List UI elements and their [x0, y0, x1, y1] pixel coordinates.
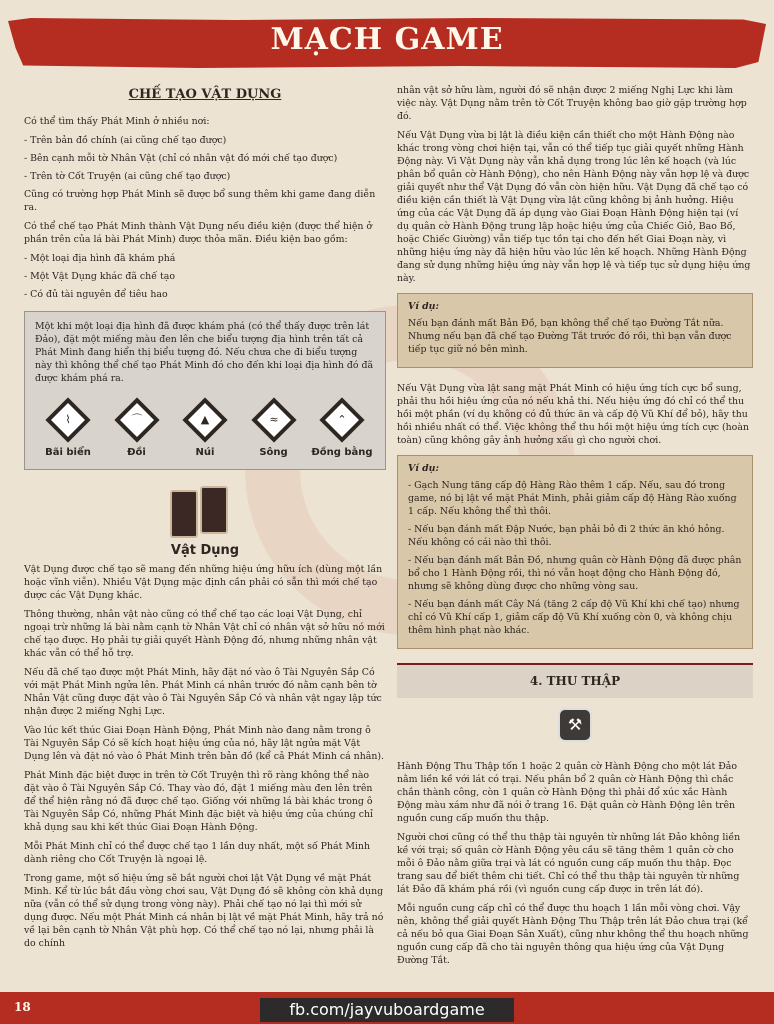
gather-icon: ⚒	[558, 708, 592, 742]
list-item: - Trên bản đồ chính (ai cũng chế tạo được)	[24, 135, 227, 146]
terrain-label: Đồng bằng	[311, 447, 373, 458]
example-label: Ví dụ:	[408, 463, 439, 474]
page-number: 18	[14, 1000, 31, 1014]
paragraph: Mỗi Phát Minh chỉ có thể được chế tạo 1 lần duy nhất, một số Phát Minh dành riêng cho Cốt Truyện là ngoại lệ.	[24, 841, 371, 865]
paragraph: Có thể tìm thấy Phát Minh ở nhiều nơi:	[24, 116, 210, 127]
invention-card-icon	[170, 490, 198, 538]
paragraph: Nếu Vật Dụng vừa lật sang mặt Phát Minh có hiệu ứng tích cực bổ sung, phải thu hồi hiệu ứng của nó nếu khả thi. Nếu hiệu ứng đó chỉ có thể thu hồi một phần (ví dụ không có đủ thức ăn và cấp độ Vũ Khí để bỏ), hãy thu hồi nhiều nhất có thể. Việc không thể thu hồi một hiệu ứng tích cực (hoàn toàn) cũng không gây ảnh hưởng xấu gì cho người chơi.	[397, 383, 749, 446]
places-list	[24, 134, 386, 183]
list-item: - Có đủ tài nguyên để tiêu hao	[24, 289, 168, 300]
beach-icon: ⌇	[45, 397, 90, 442]
terrain-plains	[311, 399, 373, 459]
terrain-beach	[37, 399, 99, 459]
conditions-list	[24, 252, 386, 301]
terrain-label: Bãi biển	[45, 447, 91, 458]
item-card-icon	[200, 486, 228, 534]
paragraph: Vào lúc kết thúc Giai Đoạn Hành Động, Phát Minh nào đang nằm trong ô Tài Nguyên Sắp Có sẽ kích hoạt hiệu ứng của nó, hãy lật ngửa mặt Vật Dụng lên và đặt nó vào ô Phát Minh trên bản đồ (kể cả Phát Minh cá nhân).	[24, 725, 385, 762]
item-label: Vật Dụng	[170, 543, 240, 558]
terrain-icons-row	[35, 399, 375, 459]
section-heading-crafting: CHẾ TẠO VẬT DỤNG	[128, 87, 282, 102]
river-icon: ≈	[251, 397, 296, 442]
paragraph: Nếu đã chế tạo được một Phát Minh, hãy đặt nó vào ô Tài Nguyên Sắp Có với mặt Phát Minh ngửa lên. Phát Minh cá nhân trước đó nằm cạnh bên tờ Nhân Vật cũng được đặt vào ô Tài Nguyên Sắp Có và nhân vật ngay lập tức nhận được 2 miếng Nghị Lực.	[24, 667, 382, 717]
list-item: - Bên cạnh mỗi tờ Nhân Vật (chỉ có nhân vật đó mới chế tạo được)	[24, 153, 338, 164]
section-heading-gather: 4. THU THẬP	[397, 665, 753, 698]
paragraph: Nếu Vật Dụng vừa bị lật là điều kiện cần thiết cho một Hành Động nào khác trong vòng chơi hiện tại, vẫn có thể tiếp tục giải quyết những Hành Động này. Vì Vật Dụng này vẫn khả dụng trong lúc lên kế hoạch (và lúc phân bổ quân cờ Hành Động), cho nên Hành Động này vẫn hợp lệ và được giải quyết như thể Vật Dụng đó vẫn còn hiện hữu. Vật Dụng đã chế tạo có điều kiện cần thiết là Vật Dụng vừa lật cũng không bị ảnh hưởng. Hiệu ứng của các Vật Dụng đã áp dụng vào Giai Đoạn Hành Động hiện tại (ví dụ quân cờ Hành Động trung lập hoặc hiệu ứng của Chiếc Giỏ, Bao Bố, hoặc Chiếc Giường) vẫn tiếp tục tồn tại cho đến hết Giai Đoạn này, vì những hiệu ứng này đã hiện hữu vào lúc lên kế hoạch. Những Hành Động đang sử dụng những hiệu ứng này vẫn hợp lệ và tiếp tục sử dụng hiệu ứng này.	[397, 130, 751, 284]
paragraph: Có thể chế tạo Phát Minh thành Vật Dụng nếu điều kiện (được thể hiện ở phần trên của lá bài Phát Minh) được thỏa mãn. Điều kiện bao gồm:	[24, 221, 373, 245]
box-text: Một khi một loại địa hình đã được khám phá (có thể thấy được trên lát Đảo), đặt một miếng màu đen lên che biểu tượng địa hình trên tất cả Phát Minh đang hiển thị biểu tượng đó. Nếu chưa che đi biểu tượng này thì không thể chế tạo Phát Minh đó cho đến khi loại địa hình đó đã được khám phá ra.	[35, 321, 374, 384]
paragraph: Hành Động Thu Thập tốn 1 hoặc 2 quân cờ Hành Động cho một lát Đảo nằm liền kề với lát có trại. Nếu phân bổ 2 quân cờ Hành Động thì chắc chắn thành công, còn 1 quân cờ Hành Động thì phải đổ xúc xắc Hành Động màu xám như đã nói ở trang 16. Đặt quân cờ Hành Động lên trên nguồn cung cấp muốn thu thập.	[397, 761, 738, 824]
terrain-mountain	[174, 399, 236, 459]
example-label: Ví dụ:	[408, 301, 439, 312]
example-item: - Gạch Nung tăng cấp độ Hàng Rào thêm 1 cấp. Nếu, sau đó trong game, nó bị lật về mặt Phát Minh, phải giảm cấp độ Hàng Rào xuống 1 cấp. Nếu không thể thì thôi.	[408, 480, 737, 517]
terrain-label: Đồi	[127, 447, 146, 458]
item-cards-illustration	[24, 486, 386, 540]
page-title: MẠCH GAME	[270, 22, 504, 57]
left-column	[24, 88, 386, 956]
example-item: - Nếu bạn đánh mất Bản Đồ, nhưng quân cờ Hành Động đã được phân bổ cho 1 Hành Động rồi, thì nó vẫn hoạt động cho Hành Động đó, nhưng sẽ không dùng được cho những vòng sau.	[408, 555, 742, 592]
terrain-info-box	[24, 311, 386, 470]
list-item: - Trên tờ Cốt Truyện (ai cũng chế tạo được)	[24, 171, 231, 182]
paragraph: Người chơi cũng có thể thu thập tài nguyên từ những lát Đảo không liền kề với trại; số quân cờ Hành Động yêu cầu sẽ tăng thêm 1 quân cờ cho mỗi ô Đảo nằm giữa trại và lát có nguồn cung cấp muốn thu thập. Đọc trang sau để biết thêm chi tiết. Chỉ có thể thu thập tài nguyên từ những lát Đảo đã khám phá rồi (vì nguồn cung cấp được in trên lát đó).	[397, 832, 741, 895]
example-item: - Nếu bạn đánh mất Cây Ná (tăng 2 cấp độ Vũ Khí khi chế tạo) nhưng chỉ có Vũ Khí cấp 1, giảm cấp độ Vũ Khí xuống còn 0, và không chịu thêm hình phạt nào khác.	[408, 599, 740, 636]
list-item: - Một Vật Dụng khác đã chế tạo	[24, 271, 175, 282]
right-column	[397, 84, 753, 973]
paragraph: Trong game, một số hiệu ứng sẽ bắt người chơi lật Vật Dụng về mặt Phát Minh. Kể từ lúc bắt đầu vòng chơi sau, Vật Dụng đó sẽ không còn khả dụng nữa (vẫn có thể sử dụng trong vòng này). Phải chế tạo nó lại thì mới sử dụng được. Nếu một Phát Minh cá nhân bị lật về mặt Phát Minh, hãy trả nó về lại bên cạnh tờ Nhân Vật phù hợp. Có thể chế tạo nó lại, nhưng phải là do chính	[24, 873, 384, 949]
paragraph: Thông thường, nhân vật nào cũng có thể chế tạo các loại Vật Dụng, chỉ ngoại trừ những lá bài nằm cạnh tờ Nhân Vật chỉ có nhân vật sở hữu nó mới chế tạo được. Họ phải tự giải quyết Hành Động đó, nhưng những nhân vật khác vẫn có thể hỗ trợ.	[24, 609, 385, 659]
example-item: - Nếu bạn đánh mất Đập Nước, bạn phải bỏ đi 2 thức ăn khó hỏng. Nếu không có cái nào thì thôi.	[408, 524, 725, 548]
mountain-icon: ▲	[182, 397, 227, 442]
example-box	[397, 293, 753, 368]
paragraph: nhân vật sở hữu làm, người đó sẽ nhận được 2 miếng Nghị Lực khi làm việc này. Vật Dụng nằm trên tờ Cốt Truyện không bao giờ gặp trường hợp đó.	[397, 85, 747, 122]
example-box	[397, 455, 753, 649]
example-text: Nếu bạn đánh mất Bản Đồ, bạn không thể chế tạo Đường Tắt nữa. Nhưng nếu bạn đã chế tạo Đường Tắt trước đó rồi, thì bạn vẫn được tiếp tục giữ nó bên mình.	[408, 318, 732, 355]
hill-icon: ⌒	[114, 397, 159, 442]
list-item: - Một loại địa hình đã khám phá	[24, 253, 176, 264]
terrain-label: Núi	[195, 447, 215, 458]
terrain-label: Sông	[259, 447, 288, 458]
paragraph: Cũng có trường hợp Phát Minh sẽ được bổ sung thêm khi game đang diễn ra.	[24, 189, 376, 213]
terrain-river	[243, 399, 305, 459]
paragraph: Mỗi nguồn cung cấp chỉ có thể được thu hoạch 1 lần mỗi vòng chơi. Vậy nên, không thể giải quyết Hành Động Thu Thập trên lát Đảo chưa trại (kể cả nếu bỏ qua Giai Đoạn Sản Xuất), cũng như không thể thu hoạch những nguồn cung cấp đã cho tài nguyên thông qua hiệu ứng của Vật Dụng Đường Tắt.	[397, 903, 749, 966]
paragraph: Vật Dụng được chế tạo sẽ mang đến những hiệu ứng hữu ích (dùng một lần hoặc vĩnh viễn). Nhiều Vật Dụng mặc định cần phải có sẵn thì mới chế tạo được các Vật Dụng khác.	[24, 564, 383, 601]
terrain-hill	[106, 399, 168, 459]
paragraph: Phát Minh đặc biệt được in trên tờ Cốt Truyện thì rõ ràng không thể nào đặt vào ô Tài Nguyên Sắp Có. Thay vào đó, đặt 1 miếng màu đen lên trên để thể hiện rằng nó đã được chế tạo. Giống với những lá bài khác trong ô Tài Nguyên Sắp Có, những Phát Minh đặc biệt và hiệu ứng của chúng chỉ khả dụng sau khi kết thúc Giai Đoạn Hành Động.	[24, 770, 374, 833]
plains-icon: ⌃	[319, 397, 364, 442]
facebook-link[interactable]: fb.com/jayvuboardgame	[260, 998, 514, 1022]
